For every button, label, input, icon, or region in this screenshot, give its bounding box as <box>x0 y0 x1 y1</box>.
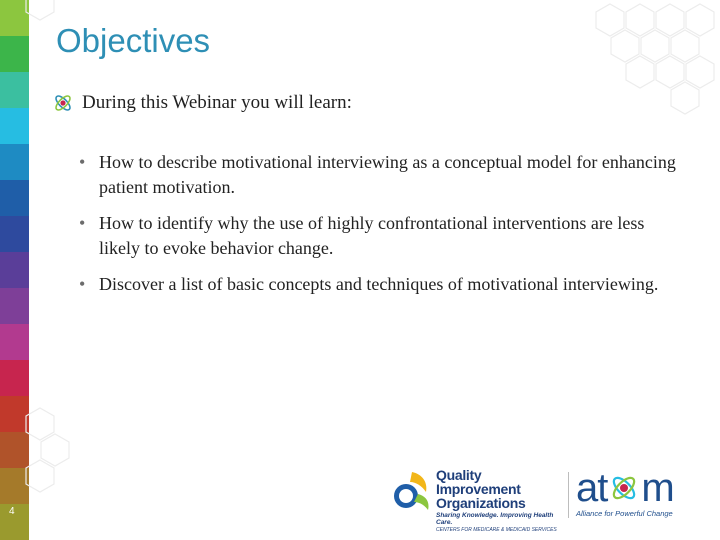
atom-swirl-icon <box>52 92 74 114</box>
color-strip-segment <box>0 180 29 216</box>
atom-word-prefix: at <box>576 466 608 510</box>
qio-name-line2: Organizations <box>436 495 526 511</box>
color-strip-segment <box>0 396 29 432</box>
intro-text: During this Webinar you will learn: <box>82 92 352 113</box>
qio-emblem-icon <box>392 468 432 512</box>
qio-tagline: Sharing Knowledge. Improving Health Care. <box>436 512 554 526</box>
list-item-text: Discover a list of basic concepts and techniques of motivational interviewing. <box>99 274 659 294</box>
page-number: 4 <box>9 506 15 517</box>
color-strip-segment <box>0 108 29 144</box>
qio-name-line1: Quality Improvement <box>436 467 521 497</box>
list-item <box>76 272 676 297</box>
color-strip-segment <box>0 72 29 108</box>
qio-logo <box>392 467 560 533</box>
qio-cms-line: CENTERS FOR MEDICARE & MEDICAID SERVICES <box>436 527 557 533</box>
color-strip-segment <box>0 252 29 288</box>
bullet-dot: • <box>79 213 86 233</box>
color-strip-segment <box>0 324 29 360</box>
color-strip-segment <box>0 360 29 396</box>
color-strip <box>0 0 29 540</box>
intro-line <box>52 92 352 114</box>
bullet-dot: • <box>79 274 86 294</box>
color-strip-segment <box>0 216 29 252</box>
objectives-list <box>76 150 676 308</box>
list-item <box>76 150 676 200</box>
atom-orbit-icon <box>608 472 640 504</box>
atom-word-suffix: m <box>641 466 674 510</box>
color-strip-segment <box>0 144 29 180</box>
color-strip-segment <box>0 288 29 324</box>
logo-divider <box>568 472 569 518</box>
color-strip-segment <box>0 0 29 36</box>
list-item <box>76 211 676 261</box>
bullet-dot: • <box>79 152 86 172</box>
atom-logo <box>576 468 706 524</box>
color-strip-segment <box>0 432 29 468</box>
color-strip-segment <box>0 468 29 504</box>
list-item-text: How to describe motivational interviewing as a conceptual model for enhancing patient motivation. <box>99 152 676 197</box>
list-item-text: How to identify why the use of highly confrontational interventions are less likely to evoke behavior change. <box>99 213 645 258</box>
color-strip-segment <box>0 36 29 72</box>
atom-tagline: Alliance for Powerful Change <box>576 509 673 518</box>
slide-title: Objectives <box>56 22 211 59</box>
